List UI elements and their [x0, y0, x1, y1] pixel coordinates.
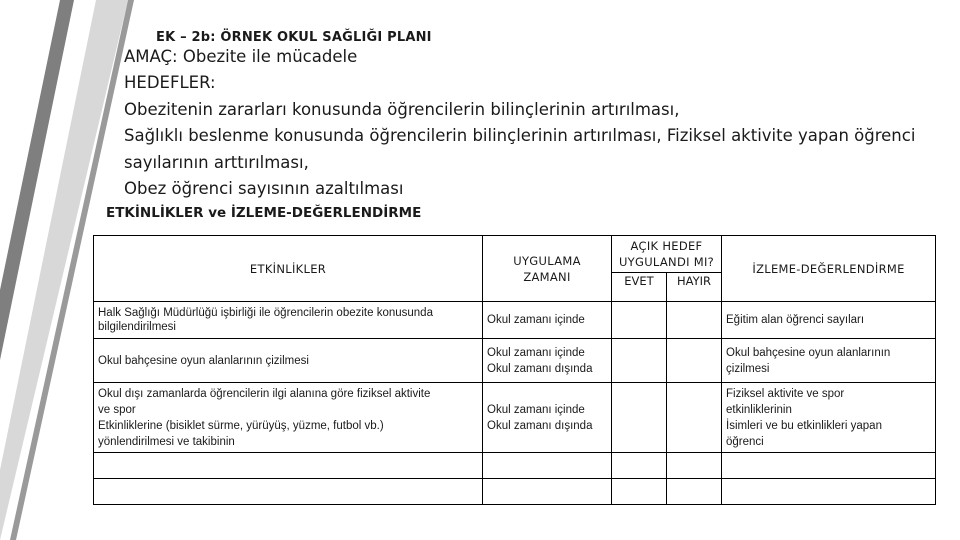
no-cell	[667, 479, 722, 505]
no-cell	[667, 383, 722, 453]
activity-cell: Halk Sağlığı Müdürlüğü işbirliği ile öğrencilerin obezite konusunda bilgilendirilmesi	[94, 302, 483, 339]
timing-cell: Okul zamanı içinde Okul zamanı dışında	[483, 383, 612, 453]
aim-text: Obezite ile mücadele	[177, 47, 358, 66]
header-no: HAYIR	[667, 273, 722, 302]
timing-cell: Okul zamanı içinde Okul zamanı dışında	[483, 339, 612, 383]
document-title: EK – 2b: ÖRNEK OKUL SAĞLIĞI PLANI	[156, 30, 432, 45]
activity-cell	[94, 479, 483, 505]
goal-item: Obezitenin zararları konusunda öğrencilerin bilinçlerinin artırılması,	[124, 100, 680, 119]
no-cell	[667, 302, 722, 339]
monitoring-cell	[722, 479, 936, 505]
goals-heading: HEDEFLER:	[124, 73, 216, 92]
monitoring-cell	[722, 453, 936, 479]
header-yes: EVET	[612, 273, 667, 302]
activity-cell: Okul dışı zamanlarda öğrencilerin ilgi alanına göre fiziksel aktivite ve spor Etkinliklerine (bisiklet sürme, yürüyüş, yüzme, futbol vb.) yönlendirilmesi ve takibinin	[94, 383, 483, 453]
monitoring-cell: Eğitim alan öğrenci sayıları	[722, 302, 936, 339]
no-cell	[667, 339, 722, 383]
activity-cell	[94, 453, 483, 479]
monitoring-cell: Okul bahçesine oyun alanlarının çizilmesi	[722, 339, 936, 383]
table-row	[94, 383, 936, 453]
timing-cell	[483, 479, 612, 505]
table-row	[94, 453, 936, 479]
timing-cell: Okul zamanı içinde	[483, 302, 612, 339]
yes-cell	[612, 479, 667, 505]
aim-label: AMAÇ:	[124, 47, 178, 66]
activities-heading: ETKİNLİKLER ve İZLEME-DEĞERLENDİRME	[106, 205, 422, 221]
health-plan-table	[93, 235, 936, 505]
yes-cell	[612, 453, 667, 479]
header-timing: UYGULAMA ZAMANI	[483, 236, 612, 302]
activity-cell: Okul bahçesine oyun alanlarının çizilmesi	[94, 339, 483, 383]
table-row	[94, 479, 936, 505]
table-header-row	[94, 236, 936, 273]
header-monitoring: İZLEME-DEĞERLENDİRME	[722, 236, 936, 302]
yes-cell	[612, 302, 667, 339]
goal-item: Sağlıklı beslenme konusunda öğrencilerin bilinçlerinin artırılması, Fiziksel aktivite yapan öğrenci	[124, 126, 916, 145]
no-cell	[667, 453, 722, 479]
table-row	[94, 339, 936, 383]
monitoring-cell: Fiziksel aktivite ve spor etkinliklerinin İsimleri ve bu etkinlikleri yapan öğrenci	[722, 383, 936, 453]
table-row	[94, 302, 936, 339]
header-activities: ETKİNLİKLER	[94, 236, 483, 302]
timing-cell	[483, 453, 612, 479]
header-achieved: AÇIK HEDEF UYGULANDI MI?	[612, 236, 722, 273]
goal-item: sayılarının arttırılması,	[124, 153, 309, 172]
goal-item: Obez öğrenci sayısının azaltılması	[124, 179, 404, 198]
yes-cell	[612, 339, 667, 383]
yes-cell	[612, 383, 667, 453]
aim-line	[124, 47, 357, 66]
